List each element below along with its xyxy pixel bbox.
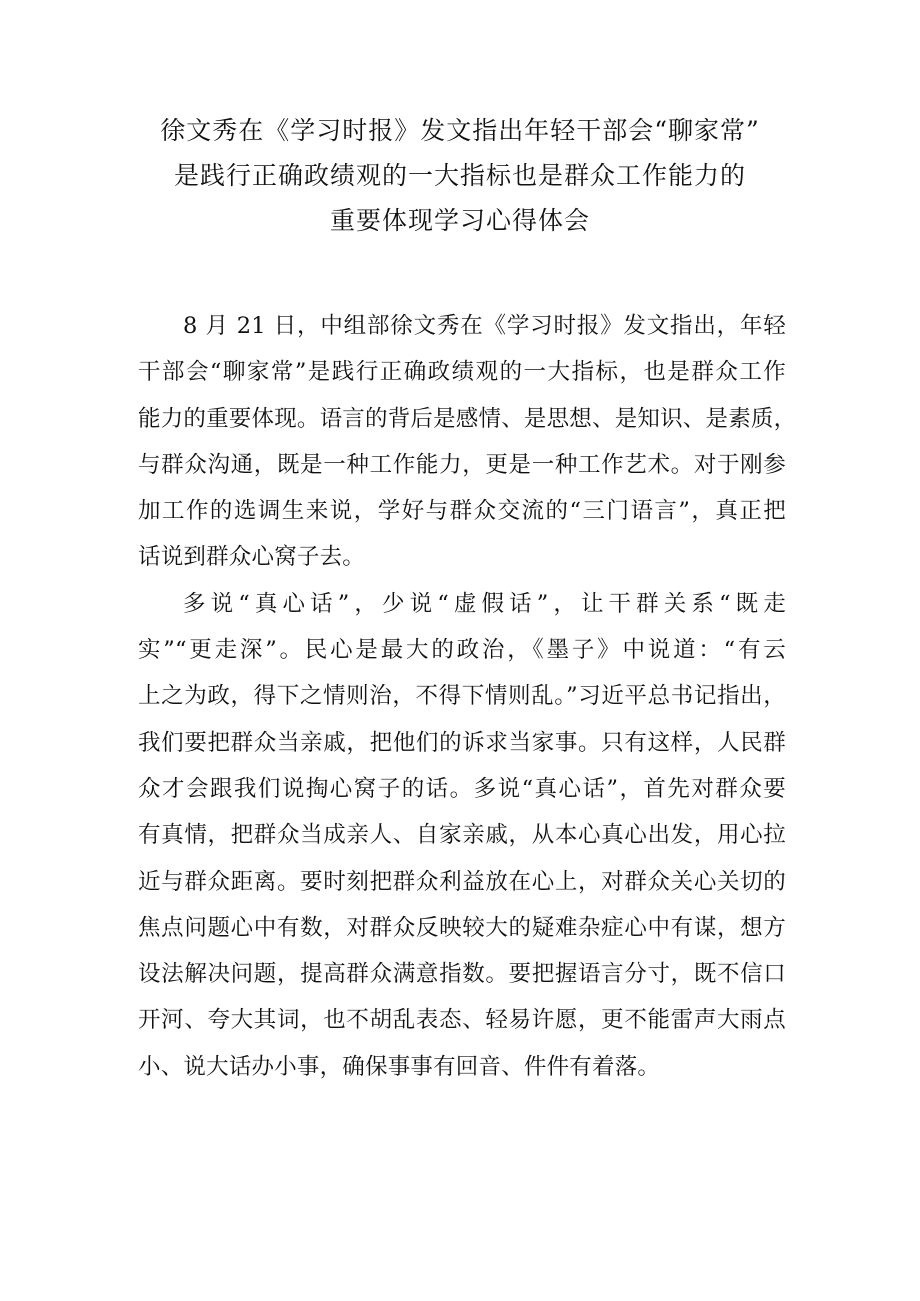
- text-line: 实”“更走深”。民心是最大的政治，《墨子》中说道：“有云: [138, 637, 786, 664]
- text-line: 加工作的选调生来说，学好与群众交流的“三门语言”，真正把: [138, 498, 786, 525]
- document-body: [138, 303, 797, 1090]
- text-line: 话说到群众心窝子去。: [138, 544, 366, 571]
- text-line: 近与群众距离。要时刻把群众利益放在心上，对群众关心关切的: [138, 868, 786, 895]
- title-line: 是践行正确政绩观的一大指标也是群众工作能力的: [173, 161, 746, 190]
- document-title: [120, 108, 800, 243]
- text-line: 上之为政，得下之情则治，不得下情则乱。”习近平总书记指出，: [138, 683, 786, 710]
- text-line: 我们要把群众当亲戚，把他们的诉求当家事。只有这样，人民群: [138, 729, 786, 756]
- title-line: 徐文秀在《学习时报》发文指出年轻干部会“聊家常”: [160, 116, 760, 145]
- text-line: 8 月 21 日，中组部徐文秀在《学习时报》发文指出，年轻: [183, 313, 786, 339]
- text-line: 小、说大话办小事，确保事事有回音、件件有着落。: [138, 1053, 661, 1080]
- title-line: 重要体现学习心得体会: [329, 206, 590, 235]
- text-line: 与群众沟通，既是一种工作能力，更是一种工作艺术。对于刚参: [138, 451, 786, 478]
- text-line: 有真情，把群众当成亲人、自家亲戚，从本心真心出发，用心拉: [138, 822, 786, 849]
- text-line: 多说“真心话”，少说“虚假话”，让干群关系“既走: [183, 590, 786, 617]
- text-line: 开河、夸大其词，也不胡乱表态、轻易许愿，更不能雷声大雨点: [138, 1007, 786, 1034]
- text-line: 众才会跟我们说掏心窝子的话。多说“真心话”，首先对群众要: [138, 775, 786, 802]
- text-line: 焦点问题心中有数，对群众反映较大的疑难杂症心中有谋，想方: [138, 914, 786, 941]
- text-line: 能力的重要体现。语言的背后是感情、是思想、是知识、是素质，: [138, 405, 797, 432]
- paragraph-intro: [138, 303, 797, 581]
- paragraph-sincere-words: [138, 581, 786, 1090]
- text-line: 设法解决问题，提高群众满意指数。要把握语言分寸，既不信口: [138, 961, 786, 988]
- text-line: 干部会“聊家常”是践行正确政绩观的一大指标，也是群众工作: [138, 359, 786, 386]
